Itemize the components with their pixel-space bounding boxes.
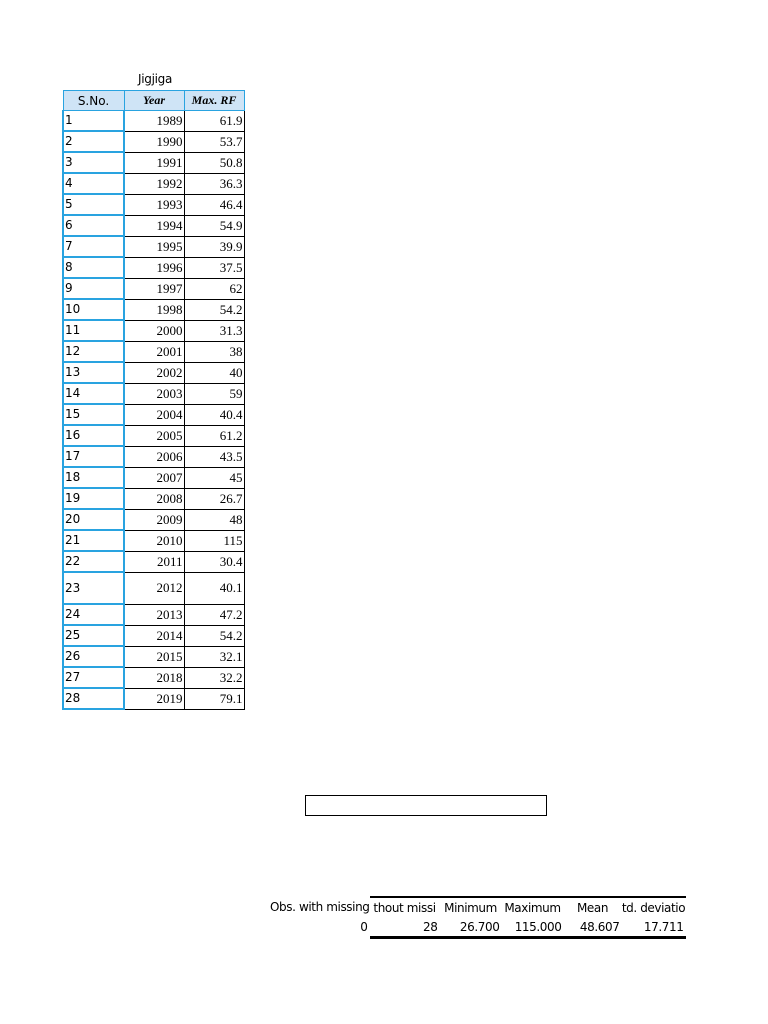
cell-max-rf[interactable]: 39.9 [184, 236, 244, 257]
cell-max-rf[interactable]: 32.2 [184, 667, 244, 688]
cell-max-rf[interactable]: 26.7 [184, 488, 244, 509]
cell-sno[interactable]: 1 [63, 111, 124, 132]
cell-sno[interactable]: 24 [63, 604, 124, 625]
cell-year[interactable]: 2015 [124, 646, 184, 667]
cell-max-rf[interactable]: 62 [184, 278, 244, 299]
cell-max-rf[interactable]: 54.2 [184, 625, 244, 646]
cell-max-rf[interactable]: 48 [184, 509, 244, 530]
cell-max-rf[interactable]: 61.9 [184, 111, 244, 132]
table-row [63, 173, 244, 194]
station-title: Jigjiga [138, 72, 173, 86]
cell-year[interactable]: 1997 [124, 278, 184, 299]
cell-year[interactable]: 1992 [124, 173, 184, 194]
cell-max-rf[interactable]: 37.5 [184, 257, 244, 278]
cell-sno[interactable]: 15 [63, 404, 124, 425]
cell-max-rf[interactable]: 115 [184, 530, 244, 551]
table-row [63, 446, 244, 467]
cell-sno[interactable]: 19 [63, 488, 124, 509]
table-row [63, 236, 244, 257]
stats-header-row [270, 897, 686, 917]
cell-sno[interactable]: 23 [63, 572, 124, 604]
cell-year[interactable]: 2009 [124, 509, 184, 530]
cell-sno[interactable]: 22 [63, 551, 124, 572]
cell-year[interactable]: 2002 [124, 362, 184, 383]
column-header-year[interactable]: Year [124, 91, 184, 111]
stats-header-std-deviation: td. deviatio [622, 897, 686, 917]
table-row [63, 131, 244, 152]
cell-year[interactable]: 1989 [124, 111, 184, 132]
cell-year[interactable]: 1998 [124, 299, 184, 320]
cell-sno[interactable]: 12 [63, 341, 124, 362]
cell-year[interactable]: 2019 [124, 688, 184, 709]
cell-sno[interactable]: 2 [63, 131, 124, 152]
cell-max-rf[interactable]: 31.3 [184, 320, 244, 341]
table-row [63, 215, 244, 236]
cell-sno[interactable]: 13 [63, 362, 124, 383]
stats-header-obs-without-missing: thout missi [370, 897, 440, 917]
stats-value-row [270, 917, 686, 938]
summary-statistics-table [270, 896, 686, 939]
cell-max-rf[interactable]: 43.5 [184, 446, 244, 467]
table-row [63, 383, 244, 404]
table-header-row [63, 91, 244, 111]
table-row [63, 667, 244, 688]
cell-sno[interactable]: 11 [63, 320, 124, 341]
stats-value-obs-without-missing: 28 [370, 917, 440, 938]
cell-year[interactable]: 2006 [124, 446, 184, 467]
cell-max-rf[interactable]: 47.2 [184, 604, 244, 625]
stats-header-mean: Mean [564, 897, 622, 917]
cell-year[interactable]: 1996 [124, 257, 184, 278]
cell-max-rf[interactable]: 30.4 [184, 551, 244, 572]
cell-sno[interactable]: 21 [63, 530, 124, 551]
cell-year[interactable]: 2011 [124, 551, 184, 572]
cell-year[interactable]: 2003 [124, 383, 184, 404]
table-row [63, 646, 244, 667]
cell-sno[interactable]: 9 [63, 278, 124, 299]
cell-max-rf[interactable]: 79.1 [184, 688, 244, 709]
cell-sno[interactable]: 4 [63, 173, 124, 194]
table-row [63, 341, 244, 362]
cell-sno[interactable]: 3 [63, 152, 124, 173]
cell-year[interactable]: 1990 [124, 131, 184, 152]
cell-max-rf[interactable]: 50.8 [184, 152, 244, 173]
stats-header-minimum: Minimum [440, 897, 502, 917]
column-header-max-rf[interactable]: Max. RF [184, 91, 244, 111]
cell-year[interactable]: 2005 [124, 425, 184, 446]
cell-sno[interactable]: 26 [63, 646, 124, 667]
stats-value-maximum: 115.000 [502, 917, 564, 938]
empty-cell-box[interactable] [305, 795, 547, 816]
cell-max-rf[interactable]: 59 [184, 383, 244, 404]
cell-year[interactable]: 2007 [124, 467, 184, 488]
stats-value-std-deviation: 17.711 [622, 917, 686, 938]
cell-sno[interactable]: 18 [63, 467, 124, 488]
table-row [63, 320, 244, 341]
table-row [63, 152, 244, 173]
cell-max-rf[interactable]: 36.3 [184, 173, 244, 194]
table-row [63, 509, 244, 530]
table-row [63, 488, 244, 509]
stats-header-maximum: Maximum [502, 897, 564, 917]
table-row [63, 362, 244, 383]
table-row [63, 194, 244, 215]
cell-sno[interactable]: 28 [63, 688, 124, 709]
table-row [63, 551, 244, 572]
cell-sno[interactable]: 20 [63, 509, 124, 530]
table-row [63, 530, 244, 551]
cell-year[interactable]: 2000 [124, 320, 184, 341]
table-row [63, 625, 244, 646]
cell-year[interactable]: 1995 [124, 236, 184, 257]
cell-max-rf[interactable]: 46.4 [184, 194, 244, 215]
cell-sno[interactable]: 7 [63, 236, 124, 257]
cell-year[interactable]: 1994 [124, 215, 184, 236]
table-row [63, 688, 244, 709]
column-header-sno[interactable]: S.No. [63, 91, 124, 111]
stats-header-obs-missing: Obs. with missing [270, 900, 370, 914]
cell-sno[interactable]: 25 [63, 625, 124, 646]
stats-value-obs-missing: 0 [360, 920, 368, 935]
cell-max-rf[interactable]: 54.2 [184, 299, 244, 320]
cell-year[interactable]: 2004 [124, 404, 184, 425]
cell-sno[interactable]: 6 [63, 215, 124, 236]
table-row [63, 404, 244, 425]
cell-year[interactable]: 2012 [124, 572, 184, 604]
cell-year[interactable]: 2008 [124, 488, 184, 509]
table-row [63, 425, 244, 446]
table-row [63, 604, 244, 625]
table-row [63, 467, 244, 488]
cell-max-rf[interactable]: 40.1 [184, 572, 244, 604]
table-row [63, 257, 244, 278]
cell-year[interactable]: 2013 [124, 604, 184, 625]
cell-year[interactable]: 2018 [124, 667, 184, 688]
cell-max-rf[interactable]: 53.7 [184, 131, 244, 152]
cell-max-rf[interactable]: 54.9 [184, 215, 244, 236]
cell-year[interactable]: 1991 [124, 152, 184, 173]
cell-max-rf[interactable]: 40.4 [184, 404, 244, 425]
cell-sno[interactable]: 17 [63, 446, 124, 467]
cell-sno[interactable]: 16 [63, 425, 124, 446]
cell-max-rf[interactable]: 32.1 [184, 646, 244, 667]
table-row [63, 111, 244, 132]
cell-sno[interactable]: 10 [63, 299, 124, 320]
rainfall-table [62, 90, 245, 710]
cell-max-rf[interactable]: 61.2 [184, 425, 244, 446]
table-row [63, 572, 244, 604]
stats-value-mean: 48.607 [564, 917, 622, 938]
cell-year[interactable]: 2014 [124, 625, 184, 646]
cell-max-rf[interactable]: 38 [184, 341, 244, 362]
cell-sno[interactable]: 27 [63, 667, 124, 688]
cell-year[interactable]: 2001 [124, 341, 184, 362]
cell-sno[interactable]: 14 [63, 383, 124, 404]
cell-sno[interactable]: 5 [63, 194, 124, 215]
cell-max-rf[interactable]: 40 [184, 362, 244, 383]
cell-max-rf[interactable]: 45 [184, 467, 244, 488]
cell-year[interactable]: 1993 [124, 194, 184, 215]
cell-year[interactable]: 2010 [124, 530, 184, 551]
table-row [63, 299, 244, 320]
table-row [63, 278, 244, 299]
stats-value-minimum: 26.700 [440, 917, 502, 938]
cell-sno[interactable]: 8 [63, 257, 124, 278]
